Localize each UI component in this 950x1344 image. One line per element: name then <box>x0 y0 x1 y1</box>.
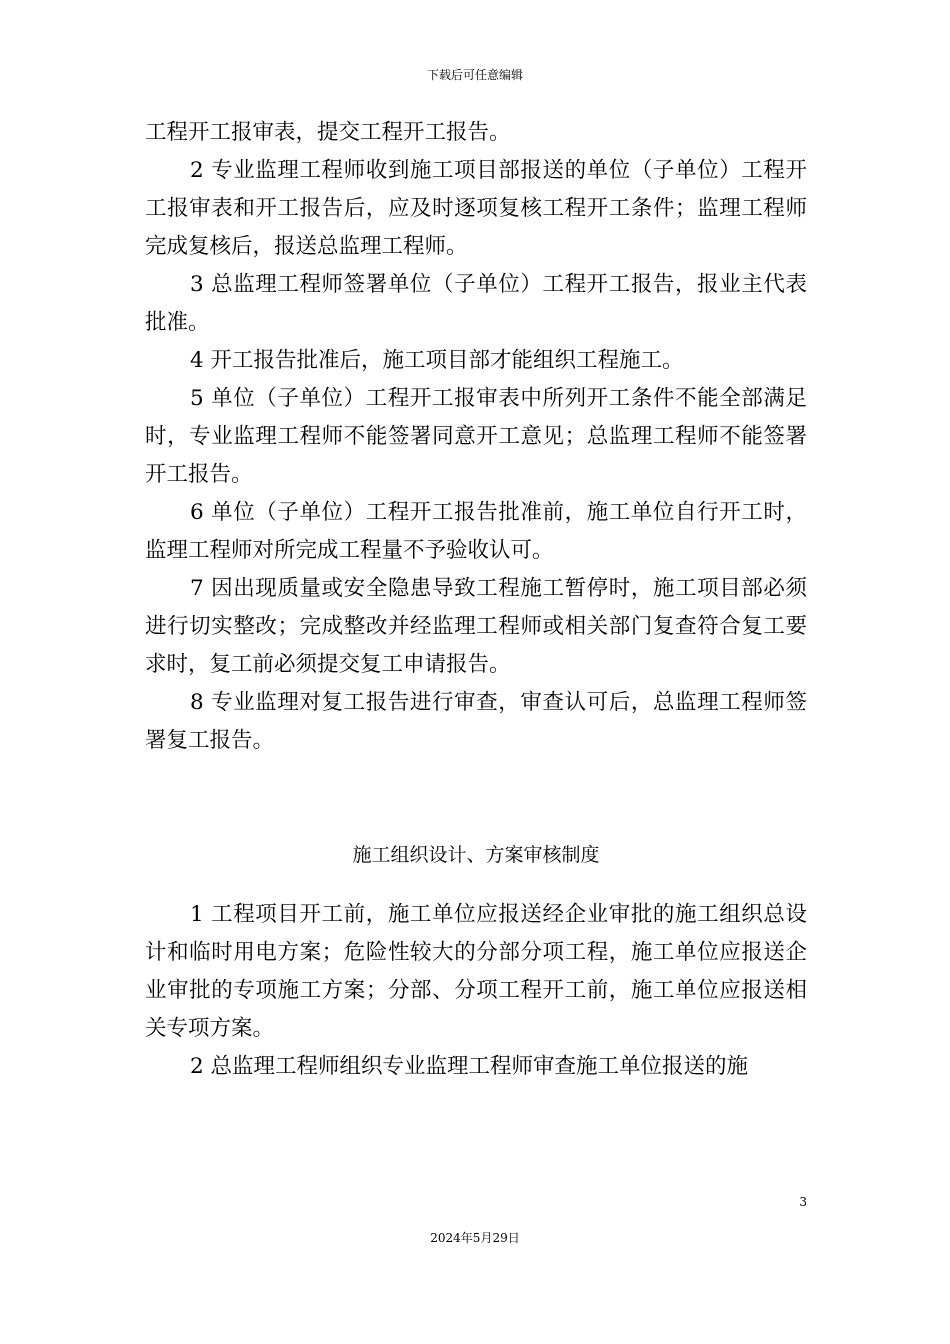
page-number: 3 <box>799 1195 807 1209</box>
document-body <box>145 114 807 1086</box>
section-title: 施工组织设计、方案审核制度 <box>352 844 600 866</box>
paragraph: 工程开工报审表，提交工程开工报告。 <box>145 120 511 145</box>
paragraph: 3 总监理工程师签署单位（子单位）工程开工报告，报业主代表批准。 <box>145 272 807 335</box>
footer-date: 2024年5月29日 <box>430 1231 520 1245</box>
paragraph: 6 单位（子单位）工程开工报告批准前，施工单位自行开工时，监理工程师对所完成工程量不予验收认可。 <box>145 500 807 563</box>
paragraph: 8 专业监理对复工报告进行审查，审查认可后，总监理工程师签署复工报告。 <box>145 690 807 753</box>
page-header: 下载后可任意编辑 <box>426 68 523 82</box>
paragraph: 4 开工报告批准后，施工项目部才能组织工程施工。 <box>190 348 684 373</box>
paragraph: 1 工程项目开工前，施工单位应报送经企业审批的施工组织总设计和临时用电方案；危险性较大的分部分项工程，施工单位应报送企业审批的专项施工方案；分部、分项工程开工前，施工单位应报送相关专项方案。 <box>145 902 807 1041</box>
paragraph: 2 总监理工程师组织专业监理工程师审查施工单位报送的施 <box>190 1054 749 1079</box>
paragraph: 7 因出现质量或安全隐患导致工程施工暂停时，施工项目部必须进行切实整改；完成整改并经监理工程师或相关部门复查符合复工要求时，复工前必须提交复工申请报告。 <box>145 576 807 677</box>
paragraph: 5 单位（子单位）工程开工报审表中所列开工条件不能全部满足时，专业监理工程师不能签署同意开工意见；总监理工程师不能签署开工报告。 <box>145 386 807 487</box>
paragraph: 2 专业监理工程师收到施工项目部报送的单位（子单位）工程开工报审表和开工报告后，应及时逐项复核工程开工条件；监理工程师完成复核后，报送总监理工程师。 <box>145 158 807 259</box>
